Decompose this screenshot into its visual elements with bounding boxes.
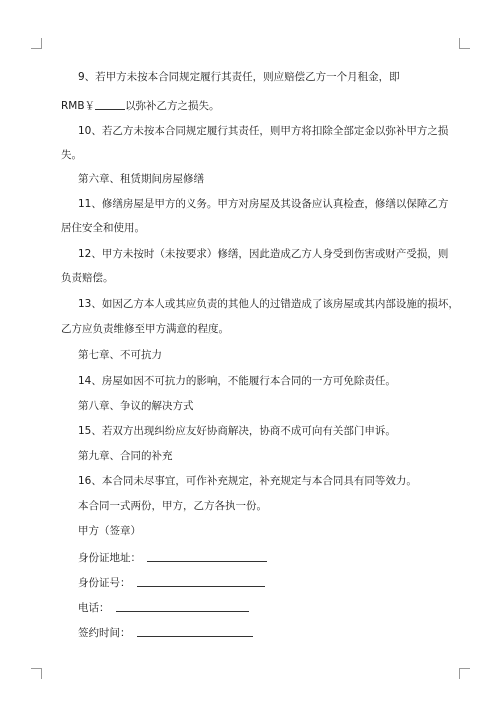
- clause-14: 14、房屋如因不可抗力的影响，不能履行本合同的一方可免除责任。: [78, 375, 396, 387]
- clause-13-line-2: 乙方应负责维修至甲方满意的程度。: [61, 323, 229, 335]
- id-number-row: [0, 574, 500, 590]
- rmb-prefix: RMB￥: [61, 100, 96, 112]
- clause-11-line-1: 11、修缮房屋是甲方的义务。甲方对房屋及其设备应认真检查，修缮以保障乙方: [78, 198, 449, 210]
- crop-mark-bottom-right: [459, 668, 470, 679]
- chapter-9-heading: 第九章、合同的补充: [78, 450, 173, 462]
- clause-15: 15、若双方出现纠纷应友好协商解决，协商不成可向有关部门申诉。: [78, 425, 396, 437]
- sign-date-field[interactable]: [137, 624, 253, 637]
- clause-10-line-1: 10、若乙方未按本合同规定履行其责任，则甲方将扣除全部定金以弥补甲方之损: [78, 125, 449, 137]
- clause-9-line-1: 9、若甲方未按本合同规定履行其责任，则应赔偿乙方一个月租金，即: [78, 71, 400, 83]
- chapter-6-heading: 第六章、租赁期间房屋修缮: [78, 173, 204, 185]
- crop-mark-top-left: [31, 38, 42, 49]
- copies-statement: 本合同一式两份，甲方，乙方各执一份。: [78, 500, 267, 512]
- crop-mark-top-right: [459, 38, 470, 49]
- clause-9-suffix: 以弥补乙方之损失。: [125, 100, 220, 112]
- clause-10-line-2: 失。: [61, 149, 82, 161]
- phone-row: [0, 599, 500, 615]
- id-number-label: 身份证号：: [78, 577, 131, 589]
- sign-date-label: 签约时间：: [78, 627, 131, 639]
- id-number-field[interactable]: [137, 574, 265, 587]
- clause-13-line-1: 13、如因乙方本人或其应负责的其他人的过错造成了该房屋或其内部设施的损坏，: [78, 298, 459, 310]
- id-address-field[interactable]: [147, 549, 267, 562]
- crop-mark-bottom-left: [31, 668, 42, 679]
- clause-9-line-2: [0, 97, 500, 113]
- clause-12-line-2: 负责赔偿。: [61, 272, 114, 284]
- clause-11-line-2: 居住安全和使用。: [61, 222, 145, 234]
- chapter-7-heading: 第七章、不可抗力: [78, 349, 162, 361]
- party-a-signature: 甲方（签章）: [78, 525, 141, 537]
- phone-label: 电话：: [78, 602, 110, 614]
- id-address-label: 身份证地址：: [78, 552, 141, 564]
- rmb-amount-blank[interactable]: [95, 97, 125, 110]
- chapter-8-heading: 第八章、争议的解决方式: [78, 400, 194, 412]
- clause-16: 16、本合同未尽事宜，可作补充规定，补充规定与本合同具有同等效力。: [78, 475, 417, 487]
- clause-12-line-1: 12、甲方未按时（未按要求）修缮，因此造成乙方人身受到伤害或财产受损，则: [78, 248, 449, 260]
- sign-date-row: [0, 624, 500, 640]
- phone-field[interactable]: [116, 599, 249, 612]
- id-address-row: [0, 549, 500, 565]
